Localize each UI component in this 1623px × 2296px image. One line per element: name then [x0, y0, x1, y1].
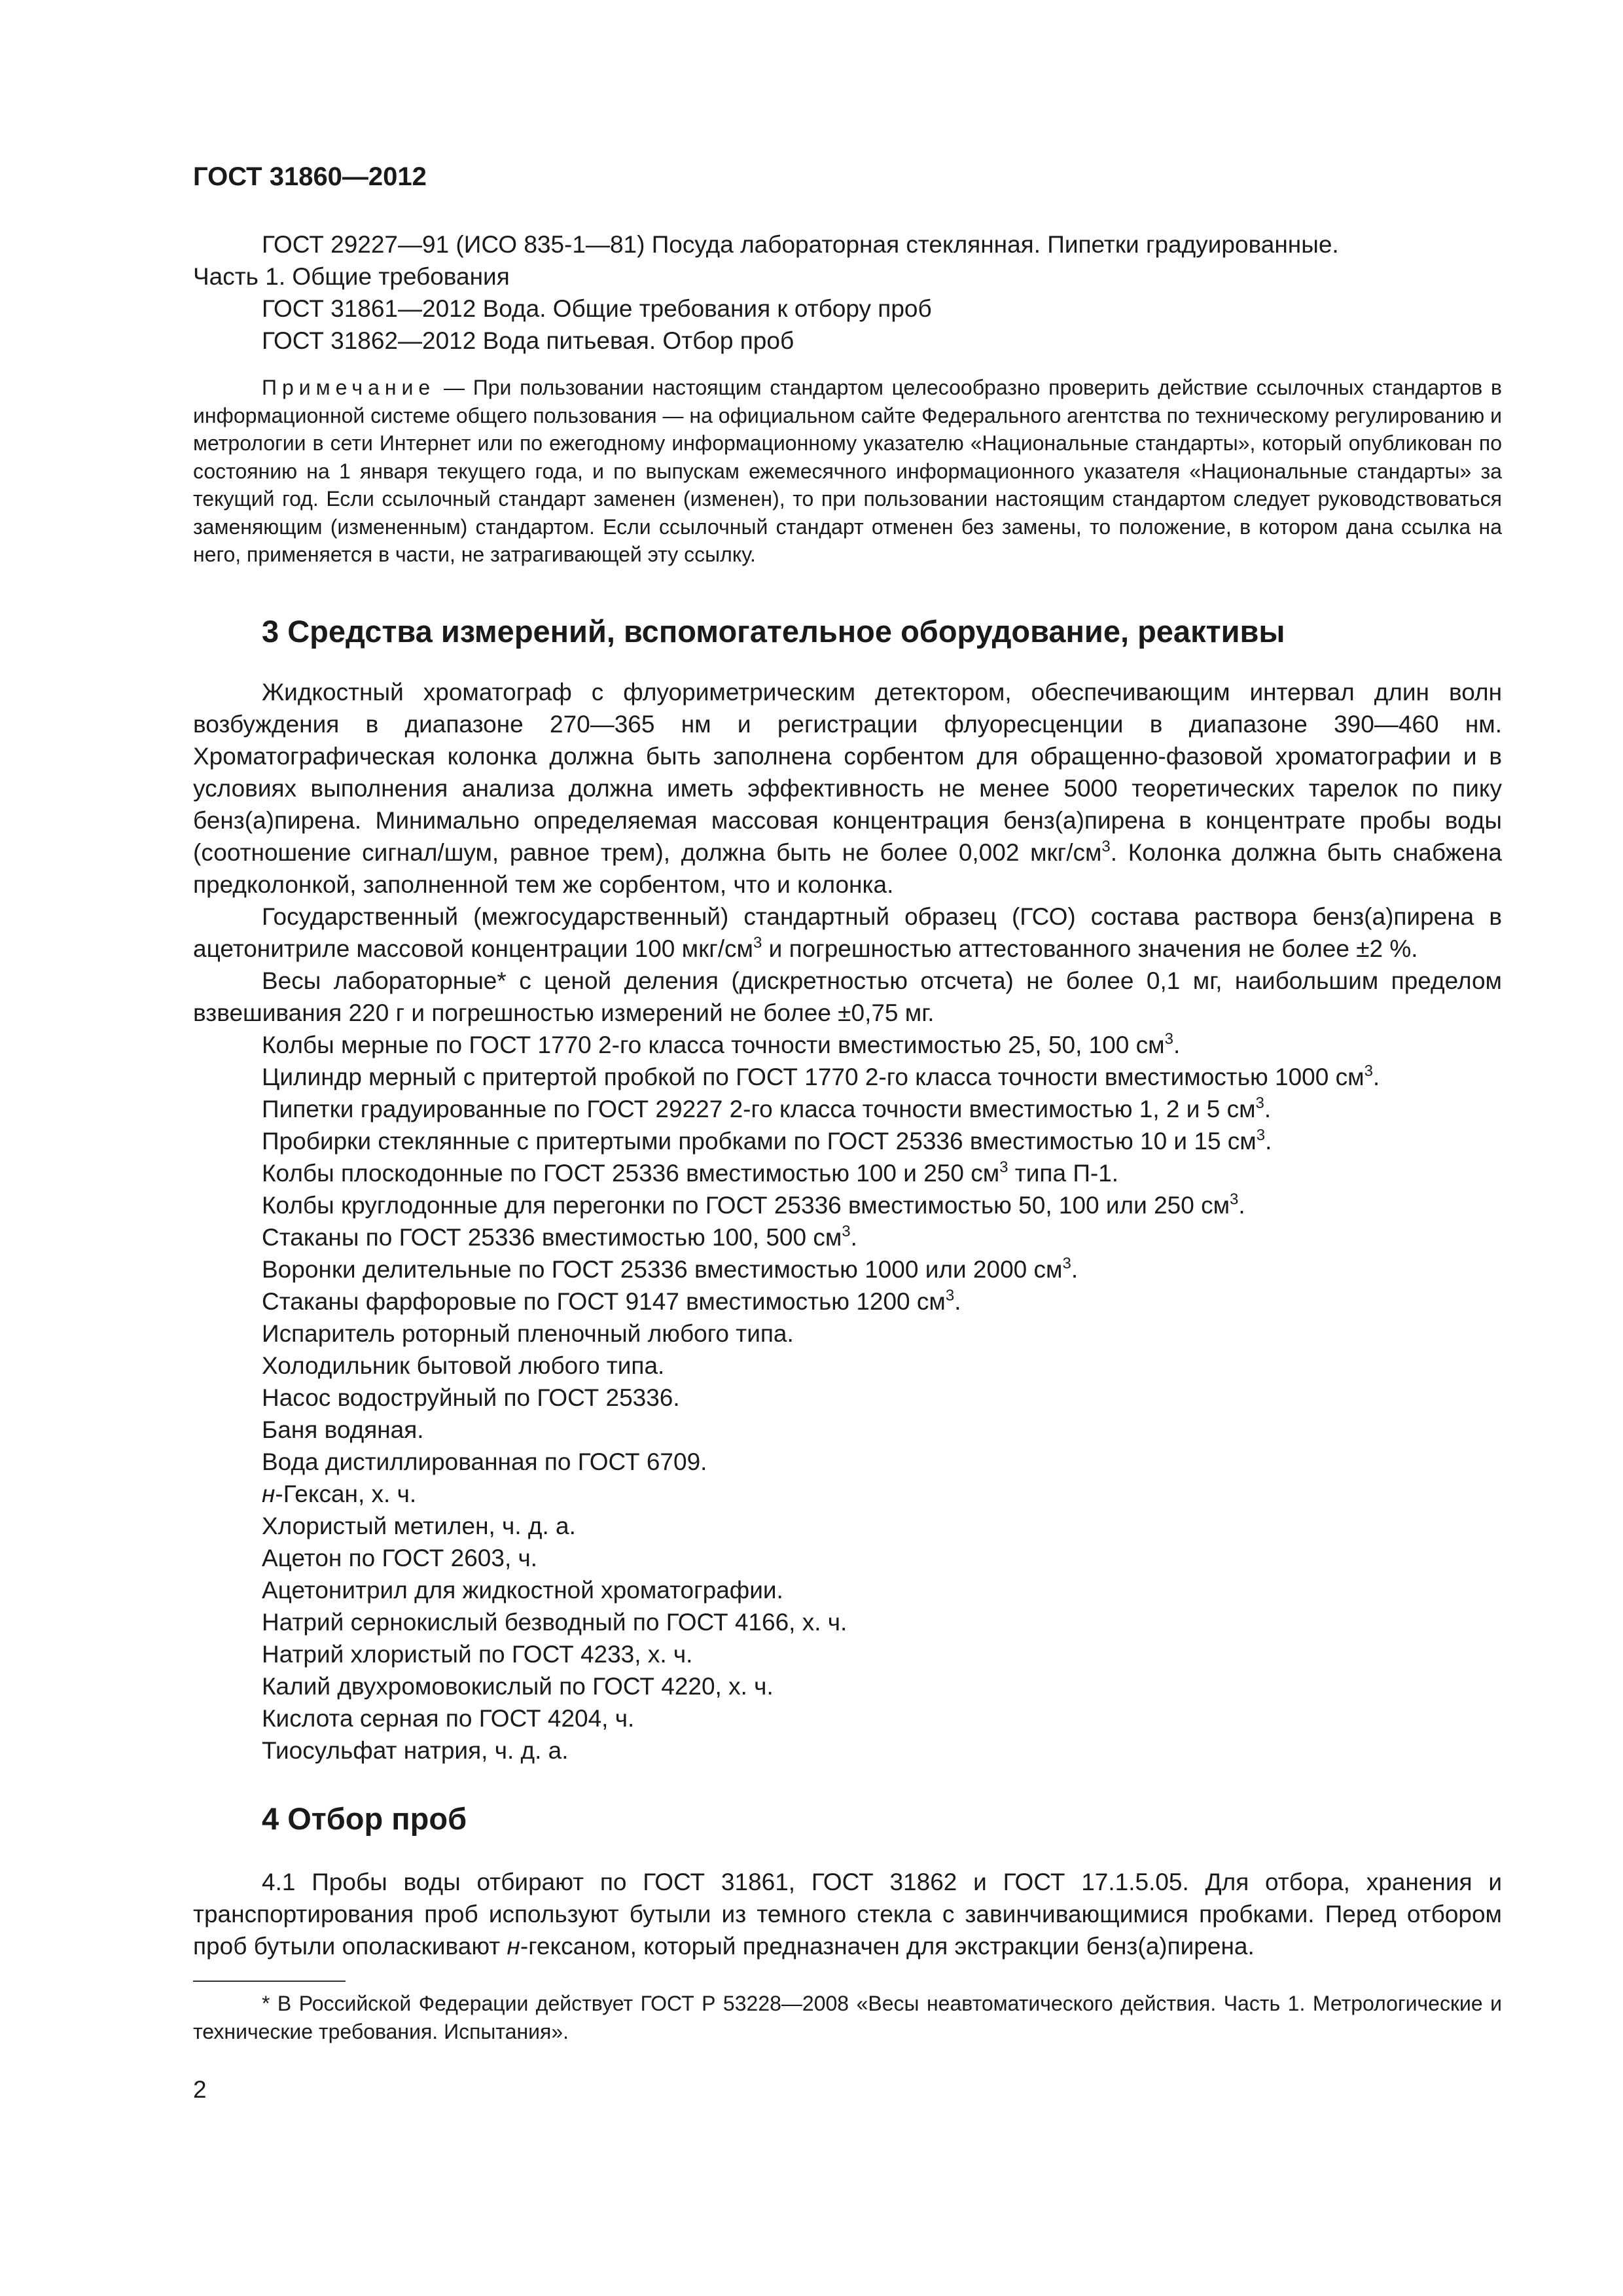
paragraph-text: 4.1 Пробы воды отбирают по ГОСТ 31861, ГОСТ 31862 и ГОСТ 17.1.5.05. Для отбора, хранения и транспортирования проб используют бутыли из темного стекла с завинчивающимися пробками. Перед отбором проб бутыли ополаскивают	[193, 1868, 1502, 1960]
list-item: Натрий сернокислый безводный по ГОСТ 4166, х. ч.	[262, 1608, 847, 1636]
superscript: 3	[1164, 1030, 1173, 1048]
list-item-text: Колбы плоскодонные по ГОСТ 25336 вместимостью 100 и 250 см	[262, 1159, 1000, 1187]
list-item-text: Пипетки градуированные по ГОСТ 29227 2-го класса точности вместимостью 1, 2 и 5 см	[262, 1095, 1256, 1122]
note-block	[193, 374, 1502, 569]
document-page	[193, 160, 1502, 2104]
superscript: 3	[1255, 1094, 1264, 1112]
list-item: Холодильник бытовой любого типа.	[262, 1352, 665, 1379]
paragraph-text-cont: -гексаном, который предназначен для экстракции бенз(а)пирена.	[520, 1932, 1255, 1960]
list-item: Колбы круглодонные для перегонки по ГОСТ 25336 вместимостью 50, 100 или 250 $см^3$.	[262, 1190, 1245, 1219]
reference-text: ГОСТ 29227—91 (ИСО 835-1—81) Посуда лабораторная стеклянная. Пипетки градуированные.	[262, 231, 1339, 258]
paragraph-text: Государственный (межгосударственный) стандартный образец (ГСО) состава раствора бенз(а)пирена в ацетонитриле массовой концентрации 100 мкг/см	[193, 903, 1502, 962]
list-item: Воронки делительные по ГОСТ 25336 вместимостью 1000 или 2000 $см^3$.	[262, 1254, 1079, 1283]
note-text: При пользовании настоящим стандартом целесообразно проверить действие ссылочных стандартов в информационной системе общего пользования — на официальном сайте Федерального агентства по техническому регулированию и метрологии в сети Интернет или по ежегодному информационному указателю «Национальные стандарты», который опубликован по состоянию на 1 января текущего года, и по выпускам ежемесячного информационного указателя «Национальные стандарты» за текущий год. Если ссылочный стандарт заменен (изменен), то при пользовании настоящим стандартом следует руководствоваться заменяющим (измененным) стандартом. Если ссылочный стандарт отменен без замены, то положение, в котором дана ссылка на него, применяется в части, не затрагивающей эту ссылку.	[193, 376, 1503, 566]
footnote-text: * В Российской Федерации действует ГОСТ Р 53228—2008 «Весы неавтоматического действия. Часть 1. Метрологические и технические требования. Испытания».	[193, 1991, 1502, 2043]
italic-prefix: н	[262, 1480, 276, 1507]
references-block	[193, 228, 1502, 357]
paragraph-text-cont: и погрешностью аттестованного значения не более ±2 %.	[762, 935, 1418, 962]
list-item-text: Колбы мерные по ГОСТ 1770 2-го класса точности вместимостью 25, 50, 100 см	[262, 1031, 1165, 1058]
superscript: 3	[999, 1158, 1008, 1176]
note-dash: —	[435, 376, 473, 399]
list-item-text: Воронки делительные по ГОСТ 25336 вместимостью 1000 или 2000 см	[262, 1255, 1063, 1283]
list-item: Стаканы по ГОСТ 25336 вместимостью 100, 500 $см^3$.	[262, 1222, 857, 1251]
reference-text-cont: Часть 1. Общие требования	[193, 263, 510, 290]
paragraph-text: Жидкостный хроматограф с флуориметрическим детектором, обеспечивающим интервал длин волн возбуждения в диапазоне 270—365 нм и регистрации флуоресценции в диапазоне 390—460 нм. Хроматографическая колонка должна быть заполнена сорбентом для обращенно-фазовой хроматографии и в условиях выполнения анализа должна иметь эффективность не менее 5000 теоретических тарелок по пику бенз(а)пирена. Минимально определяемая массовая концентрация бенз(а)пирена в концентрате пробы воды (соотношение сигнал/шум, равное трем), должна быть не более 0,002 мкг/см	[193, 678, 1502, 866]
list-item-text: -Гексан, х. ч.	[275, 1480, 417, 1507]
section-4-body	[193, 1866, 1502, 1962]
reference-gost-29227	[193, 228, 1502, 293]
list-item	[193, 1478, 1502, 1510]
note-label: Примечание	[262, 376, 436, 399]
paragraph-4-1	[193, 1866, 1502, 1962]
list-item: Ацетонитрил для жидкостной хроматографии.	[262, 1576, 783, 1604]
list-item: Цилиндр мерный с притертой пробкой по ГОСТ 1770 2-го класса точности вместимостью 1000 $см^3$.	[262, 1062, 1380, 1090]
page-number: 2	[193, 2075, 207, 2103]
list-item-text: Пробирки стеклянные с притертыми пробками по ГОСТ 25336 вместимостью 10 и 15 см	[262, 1127, 1257, 1155]
superscript: 3	[945, 1286, 955, 1304]
paragraph-chromatograph	[193, 676, 1502, 901]
list-item: Хлористый метилен, ч. д. а.	[262, 1512, 576, 1539]
list-item: Кислота серная по ГОСТ 4204, ч.	[262, 1704, 635, 1732]
list-item: Колбы мерные по ГОСТ 1770 2-го класса точности вместимостью 25, 50, 100 $см^3$.	[262, 1030, 1181, 1058]
section-3-title: 3 Средства измерений, вспомогательное оборудование, реактивы	[262, 613, 1285, 649]
list-item-text: Колбы круглодонные для перегонки по ГОСТ 25336 вместимостью 50, 100 или 250 см	[262, 1191, 1230, 1219]
list-item: Вода дистиллированная по ГОСТ 6709.	[262, 1448, 707, 1475]
list-item: Ацетон по ГОСТ 2603, ч.	[262, 1544, 538, 1571]
list-item	[193, 1157, 1502, 1189]
superscript: 3	[1256, 1126, 1266, 1144]
paragraph-text-cont: . Колонка должна быть снабжена предколонкой, заполненной тем же сорбентом, что и колонка.	[193, 838, 1502, 898]
list-item: Насос водоструйный по ГОСТ 25336.	[262, 1384, 680, 1411]
list-item: Тиосульфат натрия, ч. д. а.	[262, 1736, 569, 1764]
superscript: 3	[842, 1222, 851, 1240]
paragraph-scales: Весы лабораторные* с ценой деления (дискретностью отсчета) не более 0,1 мг, наибольшим пределом взвешивания 220 г и погрешностью измерений не более ±0,75 мг.	[193, 967, 1502, 1026]
list-item: Испаритель роторный пленочный любого типа.	[262, 1319, 794, 1347]
list-item: Натрий хлористый по ГОСТ 4233, х. ч.	[262, 1640, 693, 1668]
list-item: Пробирки стеклянные с притертыми пробками по ГОСТ 25336 вместимостью 10 и 15 $см^3$.	[262, 1126, 1272, 1155]
superscript: 3	[753, 933, 762, 952]
list-item-text: Стаканы по ГОСТ 25336 вместимостью 100, 500 см	[262, 1223, 842, 1251]
list-item-text-cont: типа П-1.	[1008, 1159, 1119, 1187]
document-code-header: ГОСТ 31860—2012	[193, 162, 427, 191]
list-item-text: Цилиндр мерный с притертой пробкой по ГОСТ 1770 2-го класса точности вместимостью 1000 см	[262, 1063, 1364, 1090]
italic-prefix: н	[507, 1932, 520, 1960]
footnote	[193, 1990, 1502, 2046]
section-3-body	[193, 676, 1502, 1767]
superscript: 3	[1101, 837, 1111, 855]
list-item: Пипетки градуированные по ГОСТ 29227 2-го класса точности вместимостью 1, 2 и 5 $см^3$.	[262, 1094, 1272, 1122]
list-item-text: Стаканы фарфоровые по ГОСТ 9147 вместимостью 1200 см	[262, 1287, 946, 1315]
superscript: 3	[1364, 1062, 1373, 1080]
reference-gost-31861: ГОСТ 31861—2012 Вода. Общие требования к отбору проб	[262, 295, 932, 322]
list-item: Калий двухромовокислый по ГОСТ 4220, х. ч.	[262, 1672, 774, 1700]
footnote-divider	[193, 1981, 346, 1982]
section-4-title: 4 Отбор проб	[262, 1801, 467, 1836]
list-item: Стаканы фарфоровые по ГОСТ 9147 вместимостью 1200 $см^3$.	[262, 1286, 961, 1315]
list-item: Баня водяная.	[262, 1416, 424, 1443]
superscript: 3	[1230, 1190, 1239, 1208]
paragraph-gso	[193, 901, 1502, 965]
reference-gost-31862: ГОСТ 31862—2012 Вода питьевая. Отбор проб	[262, 327, 794, 354]
superscript: 3	[1062, 1254, 1071, 1272]
